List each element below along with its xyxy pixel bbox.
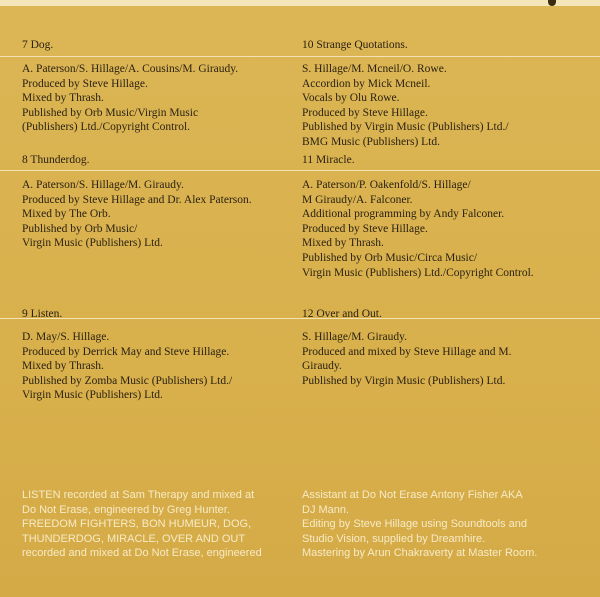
credit-line: Produced by Steve Hillage. (302, 222, 428, 235)
credit-line: Published by Virgin Music (Publishers) Ltd. (302, 374, 506, 387)
track-credits-7 (22, 62, 238, 135)
track-title-8: 8 Thunderdog. (22, 154, 90, 166)
track-credits-10 (302, 62, 509, 150)
credit-line: Published by Orb Music/Circa Music/ (302, 251, 478, 264)
credit-line: Accordion by Mick Mcneil. (302, 77, 431, 90)
credit-line: Virgin Music (Publishers) Ltd. (22, 237, 163, 250)
credit-line: Produced by Steve Hillage and Dr. Alex Paterson. (22, 193, 252, 206)
credit-line: A. Paterson/S. Hillage/M. Giraudy. (22, 179, 184, 191)
credit-line: Published by Virgin Music (Publishers) Ltd./ (302, 121, 509, 134)
note-line: THUNDERDOG, MIRACLE, OVER AND OUT (22, 532, 246, 545)
credit-line: Virgin Music (Publishers) Ltd. (22, 389, 163, 402)
credit-line: Mixed by Thrash. (22, 360, 104, 373)
note-line: Mastering by Arun Chakraverty at Master Room. (302, 547, 538, 560)
track-credits-11 (302, 178, 534, 280)
credit-line: Published by Zomba Music (Publishers) Ltd./ (22, 374, 233, 387)
divider-line (0, 56, 600, 57)
divider-line (0, 170, 600, 171)
track-credits-12 (302, 330, 512, 388)
credit-line: A. Paterson/S. Hillage/A. Cousins/M. Giraudy. (22, 63, 239, 75)
note-line: FREEDOM FIGHTERS, BON HUMEUR, DOG, (22, 518, 252, 531)
credit-line: Mixed by Thrash. (302, 237, 384, 250)
track-title-7: 7 Dog. (22, 39, 54, 51)
note-line: Editing by Steve Hillage using Soundtools and (302, 518, 528, 531)
credit-line: S. Hillage/M. Mcneil/O. Rowe. (302, 63, 447, 75)
credit-line: Mixed by The Orb. (22, 208, 111, 221)
track-credits-9 (22, 330, 232, 403)
credit-line: Published by Orb Music/ (22, 222, 138, 235)
credit-line: Produced by Derrick May and Steve Hillage. (22, 345, 230, 358)
recording-notes-left (22, 488, 262, 561)
note-line: recorded and mixed at Do Not Erase, engineered (22, 547, 262, 560)
credit-line: Additional programming by Andy Falconer. (302, 208, 505, 221)
credit-line: Produced by Steve Hillage. (22, 77, 148, 90)
track-title-9: 9 Listen. (22, 308, 63, 320)
track-title-11: 11 Miracle. (302, 154, 355, 166)
credit-line: Produced by Steve Hillage. (302, 106, 428, 119)
track-title-10: 10 Strange Quotations. (302, 39, 408, 51)
credit-line: Mixed by Thrash. (22, 92, 104, 105)
recording-notes-right (302, 488, 537, 561)
note-line: Assistant at Do Not Erase Antony Fisher AKA (302, 489, 523, 501)
divider-line (0, 318, 600, 319)
credit-line: A. Paterson/P. Oakenfold/S. Hillage/ (302, 179, 471, 191)
credit-line: Vocals by Olu Rowe. (302, 92, 400, 105)
credit-line: D. May/S. Hillage. (22, 331, 110, 343)
credit-line: BMG Music (Publishers) Ltd. (302, 135, 440, 148)
credit-line: M Giraudy/A. Falconer. (302, 193, 413, 206)
credit-line: S. Hillage/M. Giraudy. (302, 331, 407, 343)
track-title-12: 12 Over and Out. (302, 308, 382, 320)
credit-line: Produced and mixed by Steve Hillage and M. (302, 345, 512, 358)
credit-line: (Publishers) Ltd./Copyright Control. (22, 121, 191, 134)
note-line: LISTEN recorded at Sam Therapy and mixed at (22, 489, 255, 501)
note-line: Do Not Erase, engineered by Greg Hunter. (22, 503, 230, 516)
track-credits-8 (22, 178, 252, 251)
note-line: DJ Mann. (302, 503, 350, 516)
top-edge (0, 0, 600, 6)
credit-line: Published by Orb Music/Virgin Music (22, 106, 199, 119)
note-line: Studio Vision, supplied by Dreamhire. (302, 532, 486, 545)
credit-line: Giraudy. (302, 360, 342, 373)
credit-line: Virgin Music (Publishers) Ltd./Copyright Control. (302, 266, 534, 279)
